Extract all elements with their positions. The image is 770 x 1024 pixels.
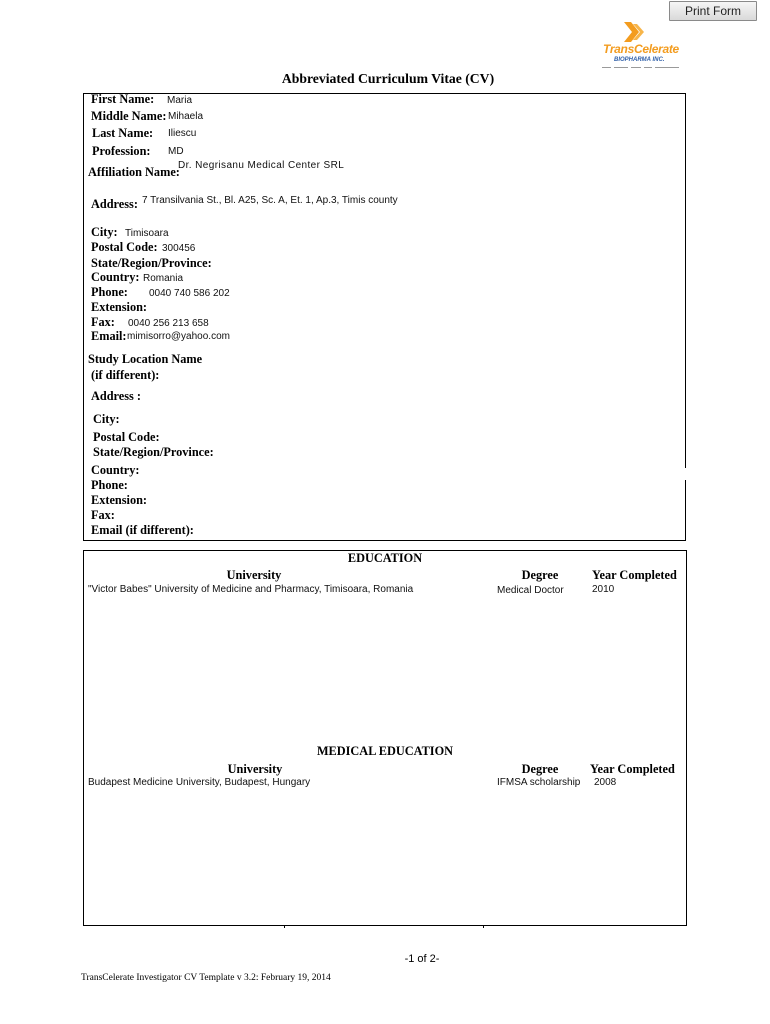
- phone-field[interactable]: 0040 740 586 202: [149, 288, 230, 299]
- page-number: -1 of 2-: [404, 953, 440, 965]
- profession-field[interactable]: MD: [168, 146, 184, 157]
- education-heading: EDUCATION: [347, 551, 423, 565]
- address-label: Address:: [91, 197, 138, 211]
- last-name-label: Last Name:: [92, 126, 154, 140]
- middle-name-field[interactable]: Mihaela: [168, 111, 204, 122]
- middle-name-label: Middle Name:: [91, 109, 167, 123]
- medical-education-degree-cell[interactable]: IFMSA scholarship: [497, 777, 581, 788]
- study-extension-label: Extension:: [91, 493, 148, 507]
- extension-field[interactable]: [150, 301, 350, 314]
- template-version-note: TransCelerate Investigator CV Template v 3.2: February 19, 2014: [81, 973, 331, 983]
- medical-education-university-cell[interactable]: Budapest Medicine University, Budapest, Hungary: [88, 777, 311, 788]
- study-state-region-province-label: State/Region/Province:: [93, 445, 214, 459]
- country-field[interactable]: Romania: [143, 273, 184, 284]
- study-address-label: Address :: [91, 389, 141, 403]
- study-phone-field[interactable]: [135, 479, 385, 492]
- study-phone-label: Phone:: [91, 478, 128, 492]
- logo-tagline-lines: [602, 66, 680, 69]
- education-col-university: University: [226, 568, 282, 582]
- country-label: Country:: [91, 270, 140, 284]
- city-label: City:: [91, 225, 118, 239]
- study-city-field[interactable]: [126, 413, 376, 426]
- state-region-province-label: State/Region/Province:: [91, 256, 212, 270]
- study-email-field[interactable]: [200, 524, 500, 537]
- column-tick: [483, 925, 484, 928]
- study-fax-field[interactable]: [120, 509, 370, 522]
- box-border-right-lower: [685, 480, 686, 540]
- phone-label: Phone:: [91, 285, 128, 299]
- fax-field[interactable]: 0040 256 213 658: [128, 318, 209, 329]
- logo-wordmark: TransCelerate: [603, 42, 679, 56]
- transcelerate-logo: [598, 20, 688, 72]
- study-location-name-field[interactable]: [166, 369, 466, 382]
- education-col-degree: Degree: [521, 568, 559, 582]
- email-field[interactable]: mimisorro@yahoo.com: [127, 331, 230, 342]
- column-tick: [284, 925, 285, 928]
- city-field[interactable]: Timisoara: [125, 228, 169, 239]
- medical-education-col-university: University: [227, 762, 283, 776]
- study-location-name-label: Study Location Name: [88, 352, 203, 366]
- first-name-field[interactable]: Maria: [167, 95, 193, 106]
- education-university-cell[interactable]: "Victor Babes" University of Medicine and Pharmacy, Timisoara, Romania: [88, 584, 414, 595]
- logo-subtitle: BIOPHARMA INC.: [614, 57, 665, 63]
- study-state-region-province-field[interactable]: [220, 446, 520, 459]
- box-border-right-upper: [685, 93, 686, 468]
- medical-education-heading: MEDICAL EDUCATION: [316, 744, 454, 758]
- logo-chevron-icon: [622, 21, 650, 43]
- affiliation-name-label: Affiliation Name:: [88, 165, 180, 179]
- medical-education-col-degree: Degree: [521, 762, 559, 776]
- address-field[interactable]: 7 Transilvania St., Bl. A25, Sc. A, Et. 1, Ap.3, Timis county: [142, 195, 398, 206]
- study-fax-label: Fax:: [91, 508, 115, 522]
- medical-education-year-cell[interactable]: 2008: [594, 777, 617, 788]
- study-extension-field[interactable]: [152, 494, 352, 507]
- postal-code-label: Postal Code:: [91, 240, 158, 254]
- affiliation-name-field[interactable]: Dr. Negrisanu Medical Center SRL: [178, 160, 345, 171]
- education-degree-cell[interactable]: Medical Doctor: [497, 585, 564, 596]
- print-form-button[interactable]: Print Form: [669, 1, 757, 21]
- profession-label: Profession:: [92, 144, 151, 158]
- last-name-field[interactable]: Iliescu: [168, 128, 197, 139]
- study-city-label: City:: [93, 412, 120, 426]
- study-country-field[interactable]: [145, 464, 395, 477]
- email-label: Email:: [91, 329, 127, 343]
- state-region-province-field[interactable]: [218, 257, 518, 270]
- page-title: Abbreviated Curriculum Vitae (CV): [281, 71, 495, 86]
- education-box: [83, 550, 687, 926]
- medical-education-col-year: Year Completed: [590, 762, 675, 776]
- study-location-name-note: (if different):: [91, 368, 160, 382]
- education-col-year: Year Completed: [592, 568, 677, 582]
- fax-label: Fax:: [91, 315, 115, 329]
- study-country-label: Country:: [91, 463, 140, 477]
- study-postal-code-label: Postal Code:: [93, 430, 160, 444]
- education-year-cell[interactable]: 2010: [592, 584, 615, 595]
- study-email-label: Email (if different):: [91, 523, 194, 537]
- first-name-label: First Name:: [91, 92, 155, 106]
- extension-label: Extension:: [91, 300, 148, 314]
- study-postal-code-field[interactable]: [166, 431, 366, 444]
- study-address-field[interactable]: [146, 390, 546, 403]
- postal-code-field[interactable]: 300456: [162, 243, 196, 254]
